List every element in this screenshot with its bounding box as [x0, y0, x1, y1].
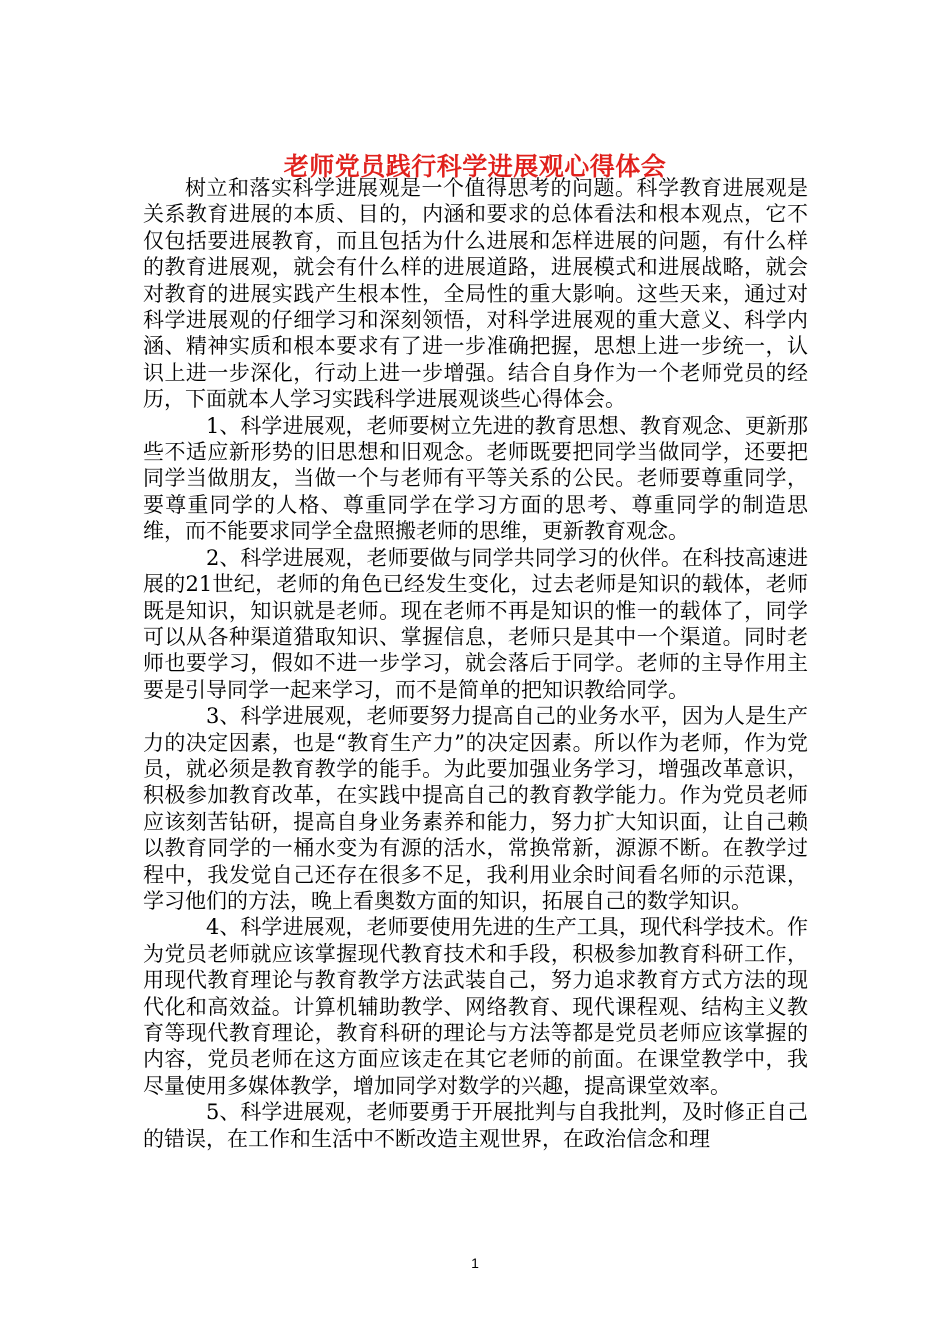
intro-paragraph: 树立和落实科学进展观是一个值得思考的问题。科学教育进展观是关系教育进展的本质、目的，内涵和要求的总体看法和根本观点，它不仅包括要进展教育，而且包括为什么进展和怎样进展的问题，有什么样的教育进展观，就会有什么样的进展道路，进展模式和进展战略，就会对教育的进展实践产生根本性，全局性的重大影响。这些天来，通过对科学进展观的仔细学习和深刻领悟，对科学进展观的重大意义、科学内涵、精神实质和根本要求有了进一步准确把握，思想上进一步统一，认识上进一步深化，行动上进一步增强。结合自身作为一个老师党员的经历，下面就本人学习实践科学进展观谈些心得体会。 [143, 176, 808, 412]
point-4-paragraph: 4、科学进展观，老师要使用先进的生产工具，现代科学技术。作为党员老师就应该掌握现代教育技术和手段，积极参加教育科研工作，用现代教育理论与教育教学方法武装自己，努力追求教育方式方法的现代化和高效益。计算机辅助教学、网络教育、现代课程观、结构主义教育等现代教育理论，教育科研的理论与方法等都是党员老师应该掌握的内容，党员老师在这方面应该走在其它老师的前面。在课堂教学中，我尽量使用多媒体教学，增加同学对数学的兴趣，提高课堂效率。 [143, 915, 808, 1098]
document-body [143, 175, 808, 1152]
document-title: 老师党员践行科学进展观心得体会 [283, 151, 667, 181]
point-2-paragraph: 2、科学进展观，老师要做与同学共同学习的伙伴。在科技高速进展的21世纪，老师的角色已经发生变化，过去老师是知识的载体，老师既是知识，知识就是老师。现在老师不再是知识的惟一的载体了，同学可以从各种渠道猎取知识、掌握信息，老师只是其中一个渠道。同时老师也要学习，假如不进一步学习，就会落后于同学。老师的主导作用主要是引导同学一起来学习，而不是简单的把知识教给同学。 [143, 545, 808, 702]
page-number: 1 [471, 1255, 479, 1271]
point-1-paragraph: 1、科学进展观，老师要树立先进的教育思想、教育观念、更新那些不适应新形势的旧思想和旧观念。老师既要把同学当做同学，还要把同学当做朋友，当做一个与老师有平等关系的公民。老师要尊重同学，要尊重同学的人格、尊重同学在学习方面的思考、尊重同学的制造思维，而不能要求同学全盘照搬老师的思维，更新教育观念。 [143, 413, 808, 544]
point-5-paragraph: 5、科学进展观，老师要勇于开展批判与自我批判，及时修正自己的错误，在工作和生活中不断改造主观世界，在政治信念和理 [143, 1100, 808, 1151]
point-3-paragraph: 3、科学进展观，老师要努力提高自己的业务水平，因为人是生产力的决定因素，也是“教育生产力”的决定因素。所以作为老师，作为党员，就必须是教育教学的能手。为此要加强业务学习，增强改革意识，积极参加教育改革，在实践中提高自己的教育教学能力。作为党员老师应该刻苦钻研，提高自身业务素养和能力，努力扩大知识面，让自己赖以教育同学的一桶水变为有源的活水，常换常新，源源不断。在教学过程中，我发觉自己还存在很多不足，我利用业余时间看名师的示范课，学习他们的方法，晚上看奥数方面的知识，拓展自己的数学知识。 [143, 704, 808, 913]
